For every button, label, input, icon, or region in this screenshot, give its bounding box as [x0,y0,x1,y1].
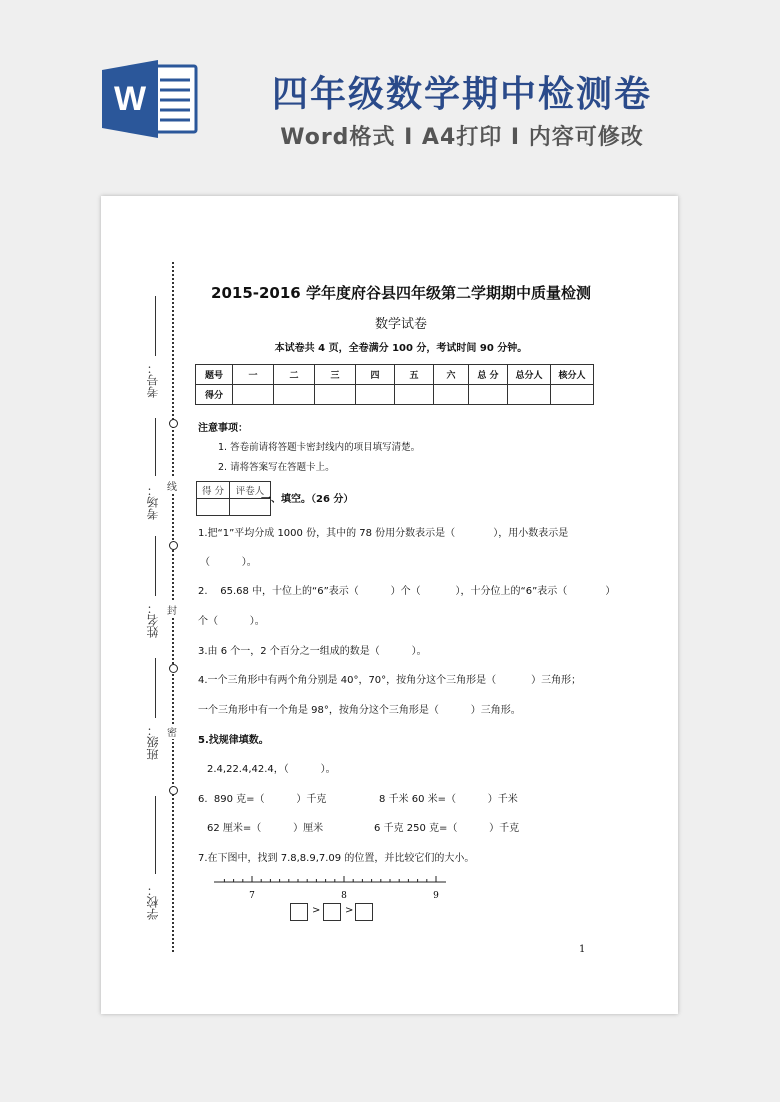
grader-score-label: 得 分 [197,482,230,499]
score-cell[interactable] [233,385,274,405]
score-header-cell: 四 [356,365,395,385]
binding-hole [169,664,178,673]
field-underline [155,296,156,356]
answer-box[interactable] [355,903,373,921]
question-2-line-1: 2. 65.68 中，十位上的“6”表示（ ）个（ ），十分位上的“6”表示（ ） [198,586,616,597]
score-cell[interactable] [395,385,434,405]
score-cell[interactable] [315,385,356,405]
score-table-header-row [196,365,594,385]
note-item: 1. 答卷前请将答题卡密封线内的项目填写清楚。 [218,442,421,453]
label-exam-room: 考场： [146,484,160,520]
score-cell[interactable] [551,385,594,405]
score-header-cell: 题号 [196,365,233,385]
question-6-item-3: 62 厘米=（ ）厘米 [207,823,324,834]
score-cell[interactable] [274,385,315,405]
exam-title: 2015-2016 学年度府谷县四年级第二学期期中质量检测 [211,284,591,302]
binding-hole [169,786,178,795]
greater-than-sign: > [345,905,354,916]
question-4-line-1: 4.一个三角形中有两个角分别是 40°，70°，按角分这个三角形是（ ）三角形； [198,675,582,686]
score-header-cell: 二 [274,365,315,385]
question-6-item-4: 6 千克 250 克=（ ）千克 [374,823,520,834]
score-header-cell: 一 [233,365,274,385]
seal-char-line: 线 [167,478,177,493]
seal-char-secret: 密 [167,724,177,739]
score-header-cell: 三 [315,365,356,385]
seal-char-seal: 封 [167,602,177,617]
score-header-cell: 五 [395,365,434,385]
grader-name-label: 评卷人 [230,482,271,499]
exam-paper [101,196,678,1014]
banner-subtitle: Word格式 I A4打印 I 内容可修改 [280,125,644,150]
question-6-item-2: 8 千米 60 米=（ ）千米 [379,794,518,805]
score-table [195,364,594,405]
grader-table [196,481,271,516]
question-2-line-2: 个（ ）。 [198,616,265,627]
label-class: 班级： [146,724,160,760]
field-underline [155,658,156,718]
section-1-heading: 一、填空。（26 分） [261,494,354,505]
ruler-tick-label: 8 [341,891,347,901]
exam-info: 本试卷共 4 页，全卷满分 100 分，考试时间 90 分钟。 [274,343,528,354]
note-item: 2. 请将答案写在答题卡上。 [218,462,335,473]
notes-heading: 注意事项： [198,423,248,434]
score-table-score-row [196,385,594,405]
greater-than-sign: > [312,905,321,916]
answer-box[interactable] [323,903,341,921]
ruler-tick-label: 7 [249,891,255,901]
score-header-cell: 六 [434,365,469,385]
answer-box[interactable] [290,903,308,921]
label-exam-number: 考号： [146,362,160,398]
score-header-cell: 总 分 [469,365,508,385]
question-5: 5.找规律填数。 [198,735,269,746]
question-4-line-2: 一个三角形中有一个角是 98°，按角分这个三角形是（ ）三角形。 [198,705,521,716]
field-underline [155,536,156,596]
score-cell[interactable] [469,385,508,405]
question-3: 3.由 6 个一，2 个百分之一组成的数是（ ）。 [198,646,427,657]
question-1-line-1: 1.把“1”平均分成 1000 份，其中的 78 份用分数表示是（ ），用小数表示是 [198,528,569,539]
grader-score-cell[interactable] [197,499,230,516]
page-number: 1 [579,944,586,955]
logo-letter: W [113,80,147,118]
field-underline [155,796,156,874]
banner-title: 四年级数学期中检测卷 [271,74,652,115]
binding-hole [169,419,178,428]
label-name: 姓名： [146,602,160,638]
ruler-tick-label: 9 [433,891,439,901]
score-cell[interactable] [356,385,395,405]
score-cell[interactable] [434,385,469,405]
label-school: 学校： [146,884,160,920]
question-6-item-1: 6. 890 克=（ ）千克 [198,794,327,805]
score-cell[interactable] [508,385,551,405]
score-row-label: 得分 [196,385,233,405]
question-1-line-2: （ ）。 [200,557,257,568]
score-header-cell: 总分人 [508,365,551,385]
binding-hole [169,541,178,550]
word-logo-icon [100,60,200,138]
question-5-sequence: 2.4,22.4,42.4，（ ）。 [207,764,336,775]
score-header-cell: 核分人 [551,365,594,385]
field-underline [155,418,156,476]
question-7: 7.在下图中，找到 7.8,8.9,7.09 的位置，并比较它们的大小。 [198,853,475,864]
number-line [214,876,454,902]
exam-subtitle: 数学试卷 [374,317,427,332]
